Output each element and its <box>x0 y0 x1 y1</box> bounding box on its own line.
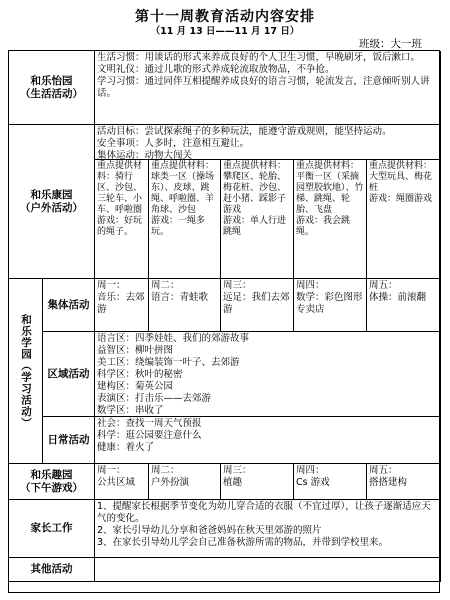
outdoor-day-2: 重点提供材料：球类一区（操场东）、皮球、跳绳、呼啦圈、羊角球、沙包 游戏：一绳多玩。 <box>149 160 221 279</box>
daily-header: 日常活动 <box>43 417 95 464</box>
outdoor-day-5: 重点提供材料：大型玩具、梅花桩 游戏：绳圈游戏 <box>367 160 441 279</box>
area-line: 科学区：秋叶的秘密 <box>97 369 183 380</box>
life-line: 文明礼仪：通过儿歌的形式养成轮流取放物品，不争抢。 <box>97 64 335 75</box>
parents-line: 2、家长引导幼儿分享和爸爸妈妈在秋天里郊游的照片 <box>97 525 322 536</box>
learning-header: 和乐学园（学习活动） <box>9 279 43 464</box>
daily-content <box>95 417 441 464</box>
outdoor-goal-line: 活动目标：尝试探索绳子的多种玩法，能遵守游戏规则，能坚持运动。 <box>97 126 392 137</box>
outdoor-day-1: 重点提供材料：骑行区、沙包、三轮车、小车、呼啦圈 游戏：好玩的绳子。 <box>95 160 149 279</box>
area-line: 语言区：四季娃娃、我们的郊游故事 <box>97 333 250 344</box>
life-content <box>95 51 441 125</box>
life-line: 学习习惯：通过同伴互相提醒养成良好的语言习惯，轮流发言，注意倾听别人讲话。 <box>97 76 430 99</box>
parents-header: 家长工作 <box>9 500 95 558</box>
collective-day-1: 周一： 音乐：去郊游 <box>95 279 149 332</box>
date-range: （11 月 13 日——11 月 17 日） <box>150 26 300 37</box>
outdoor-goals <box>95 125 441 160</box>
area-header: 区域活动 <box>43 332 95 417</box>
area-line: 表演区：打击乐——去郊游 <box>97 393 212 404</box>
other-header: 其他活动 <box>9 558 95 582</box>
parents-line: 3、在家长引导幼儿学会自己准备秋游所需的物品，并带到学校里来。 <box>97 537 389 548</box>
life-line: 生活习惯：用谈话的形式来养成良好的个人卫生习惯，早晚刷牙，饭后漱口。 <box>97 52 421 63</box>
outdoor-header: 和乐康园 （户外活动） <box>9 125 95 279</box>
page-title: 第十一周教育活动内容安排 <box>135 9 315 25</box>
life-header: 和乐怡园 （生活活动） <box>9 51 95 125</box>
daily-line: 健康：着火了 <box>97 442 155 453</box>
area-line: 美工区：绕编装饰一叶子、去郊游 <box>97 357 240 368</box>
area-content <box>95 332 441 417</box>
game-day-3: 周三： 植趣 <box>221 464 294 500</box>
collective-day-4: 周四： 数学：彩色图形专卖店 <box>294 279 367 332</box>
game-day-2: 周二： 户外扮演 <box>149 464 221 500</box>
area-line: 益智区：柳叶拼图 <box>97 345 174 356</box>
game-day-4: 周四： Cs 游戏 <box>294 464 367 500</box>
game-header: 和乐趣园 （下午游戏） <box>9 464 95 500</box>
outdoor-day-4: 重点提供材料：平衡一区（采摘园塑胶软地）、竹梯、跳绳、轮胎、飞盘 游戏：我会跳绳。 <box>294 160 367 279</box>
other-content <box>95 558 441 582</box>
collective-day-2: 周二： 语言：青蛙歌 <box>149 279 221 332</box>
collective-day-3: 周三： 远足：我们去郊游 <box>221 279 294 332</box>
collective-header: 集体活动 <box>43 279 95 332</box>
schedule-table <box>8 50 440 593</box>
game-day-5: 周五： 搭搭建构 <box>367 464 441 500</box>
class-label: 班级：大一班 <box>359 38 422 50</box>
parents-line: 1、提醒家长根据季节变化为幼儿穿合适的衣服（不宜过厚），让孩子逐渐适应天气的变化。 <box>97 501 431 524</box>
area-line: 数学区：串收了 <box>97 405 164 416</box>
outdoor-day-3: 重点提供材料：攀爬区、轮胎、梅花桩、沙包、赶小猪、踩影子游戏 游戏：单人行进跳绳 <box>221 160 294 279</box>
game-day-1: 周一： 公共区域 <box>95 464 149 500</box>
daily-line: 科学：逛公园要注意什么 <box>97 430 202 441</box>
collective-day-5: 周五： 体操：前滚翻 <box>367 279 441 332</box>
daily-line: 社会：查找一周天气预报 <box>97 418 202 429</box>
outdoor-goal-line: 安全事项：人多时，注意相互避让。 <box>97 138 250 149</box>
parents-content <box>95 500 441 558</box>
outdoor-goal-line: 集体运动：动物大闯关 <box>97 150 193 160</box>
area-line: 建构区：菊英公园 <box>97 381 174 392</box>
